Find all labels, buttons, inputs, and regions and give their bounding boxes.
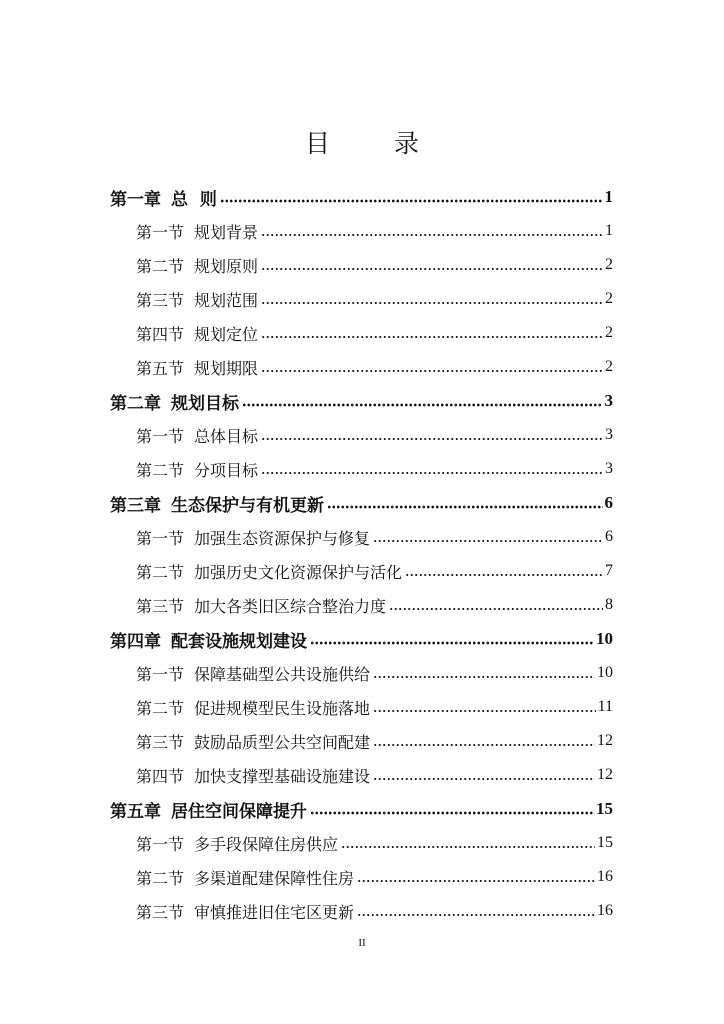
- dot-leader: [373, 533, 603, 549]
- dot-leader: [261, 465, 603, 481]
- page-number: 1: [604, 187, 613, 206]
- toc-chapter-4[interactable]: [0, 622, 724, 656]
- section-number: 第二节: [136, 698, 185, 718]
- section-number: 第一节: [136, 528, 185, 548]
- dot-leader: [373, 669, 595, 685]
- section-number: 第二节: [136, 256, 185, 276]
- page-number: 1: [605, 222, 613, 239]
- dot-leader: [242, 397, 603, 413]
- section-number: 第三节: [136, 290, 185, 310]
- page-number: 6: [604, 493, 613, 512]
- section-title: 规划定位: [194, 324, 259, 344]
- toc-section-4-1[interactable]: [0, 656, 724, 690]
- page-number: 10: [596, 629, 613, 648]
- chapter-title: 生态保护与有机更新: [171, 495, 324, 516]
- toc-section-3-3[interactable]: [0, 588, 724, 622]
- page-number: 3: [605, 426, 613, 443]
- page-number: 3: [605, 460, 613, 477]
- page-number: 2: [605, 324, 613, 341]
- toc-section-4-3[interactable]: [0, 724, 724, 758]
- dot-leader: [373, 737, 595, 753]
- section-title: 规划范围: [194, 290, 259, 310]
- section-number: 第二节: [136, 460, 185, 480]
- chapter-title: 配套设施规划建设: [171, 631, 307, 652]
- dot-leader: [357, 873, 595, 889]
- chapter-number: 第三章: [110, 495, 161, 516]
- section-number: 第一节: [136, 222, 185, 242]
- toc-section-1-2[interactable]: [0, 248, 724, 282]
- dot-leader: [327, 499, 603, 515]
- toc-section-5-2[interactable]: [0, 860, 724, 894]
- toc-section-5-3[interactable]: [0, 894, 724, 928]
- toc-section-5-1[interactable]: [0, 826, 724, 860]
- page-number: 12: [597, 732, 613, 749]
- toc-section-1-3[interactable]: [0, 282, 724, 316]
- page-number: 12: [597, 766, 613, 783]
- section-number: 第二节: [136, 562, 185, 582]
- toc-chapter-5[interactable]: [0, 792, 724, 826]
- section-number: 第一节: [136, 834, 185, 854]
- dot-leader: [261, 295, 603, 311]
- dot-leader: [220, 193, 603, 209]
- section-title: 审慎推进旧住宅区更新: [194, 902, 355, 922]
- dot-leader: [261, 329, 603, 345]
- section-number: 第四节: [136, 324, 185, 344]
- section-title: 多渠道配建保障性住房: [194, 868, 355, 888]
- toc-title: 目 录: [305, 129, 447, 158]
- section-title: 促进规模型民生设施落地: [194, 698, 371, 718]
- toc-chapter-2[interactable]: [0, 384, 724, 418]
- section-number: 第四节: [136, 766, 185, 786]
- page-number: 15: [597, 834, 613, 851]
- toc-section-2-1[interactable]: [0, 418, 724, 452]
- toc-section-1-5[interactable]: [0, 350, 724, 384]
- section-title: 规划期限: [194, 358, 259, 378]
- dot-leader: [373, 703, 596, 719]
- dot-leader: [389, 601, 603, 617]
- toc-section-4-2[interactable]: [0, 690, 724, 724]
- dot-leader: [310, 635, 594, 651]
- section-number: 第二节: [136, 868, 185, 888]
- chapter-title: 居住空间保障提升: [171, 801, 307, 822]
- section-title: 鼓励品质型公共空间配建: [194, 732, 371, 752]
- page-number: 16: [597, 902, 613, 919]
- chapter-number: 第二章: [110, 393, 161, 414]
- toc-chapter-1[interactable]: [0, 180, 724, 214]
- section-title: 加强生态资源保护与修复: [194, 528, 371, 548]
- page-number: 10: [597, 664, 613, 681]
- page-number: 16: [597, 868, 613, 885]
- table-of-contents: [0, 180, 724, 928]
- section-title: 多手段保障住房供应: [194, 834, 339, 854]
- toc-section-3-2[interactable]: [0, 554, 724, 588]
- toc-chapter-3[interactable]: [0, 486, 724, 520]
- toc-section-1-1[interactable]: [0, 214, 724, 248]
- page-number: 7: [605, 562, 613, 579]
- section-number: 第五节: [136, 358, 185, 378]
- section-title: 保障基础型公共设施供给: [194, 664, 371, 684]
- chapter-number: 第四章: [110, 631, 161, 652]
- section-title: 分项目标: [194, 460, 259, 480]
- section-title: 加快支撑型基础设施建设: [194, 766, 371, 786]
- toc-section-3-1[interactable]: [0, 520, 724, 554]
- toc-section-4-4[interactable]: [0, 758, 724, 792]
- chapter-title: 总 则: [171, 189, 217, 210]
- section-title: 加强历史文化资源保护与活化: [194, 562, 403, 582]
- page-number: 11: [597, 698, 613, 715]
- section-title: 总体目标: [194, 426, 259, 446]
- toc-section-2-2[interactable]: [0, 452, 724, 486]
- toc-section-1-4[interactable]: [0, 316, 724, 350]
- section-number: 第三节: [136, 596, 185, 616]
- dot-leader: [310, 805, 594, 821]
- dot-leader: [373, 771, 595, 787]
- chapter-title: 规划目标: [171, 393, 239, 414]
- section-title: 加大各类旧区综合整治力度: [194, 596, 387, 616]
- dot-leader: [261, 363, 603, 379]
- page-number: 2: [605, 256, 613, 273]
- dot-leader: [261, 227, 603, 243]
- chapter-number: 第五章: [110, 801, 161, 822]
- page-number: 3: [604, 391, 613, 410]
- page-number: 2: [605, 290, 613, 307]
- dot-leader: [261, 261, 603, 277]
- section-title: 规划原则: [194, 256, 259, 276]
- dot-leader: [261, 431, 603, 447]
- footer-page-number: II: [358, 937, 366, 949]
- section-title: 规划背景: [194, 222, 259, 242]
- dot-leader: [357, 907, 595, 923]
- page-number: 6: [605, 528, 613, 545]
- section-number: 第一节: [136, 426, 185, 446]
- dot-leader: [341, 839, 595, 855]
- dot-leader: [405, 567, 603, 583]
- page-number: 2: [605, 358, 613, 375]
- section-number: 第一节: [136, 664, 185, 684]
- section-number: 第三节: [136, 902, 185, 922]
- section-number: 第三节: [136, 732, 185, 752]
- page-number: 15: [596, 799, 613, 818]
- chapter-number: 第一章: [110, 189, 161, 210]
- page-number: 8: [605, 596, 613, 613]
